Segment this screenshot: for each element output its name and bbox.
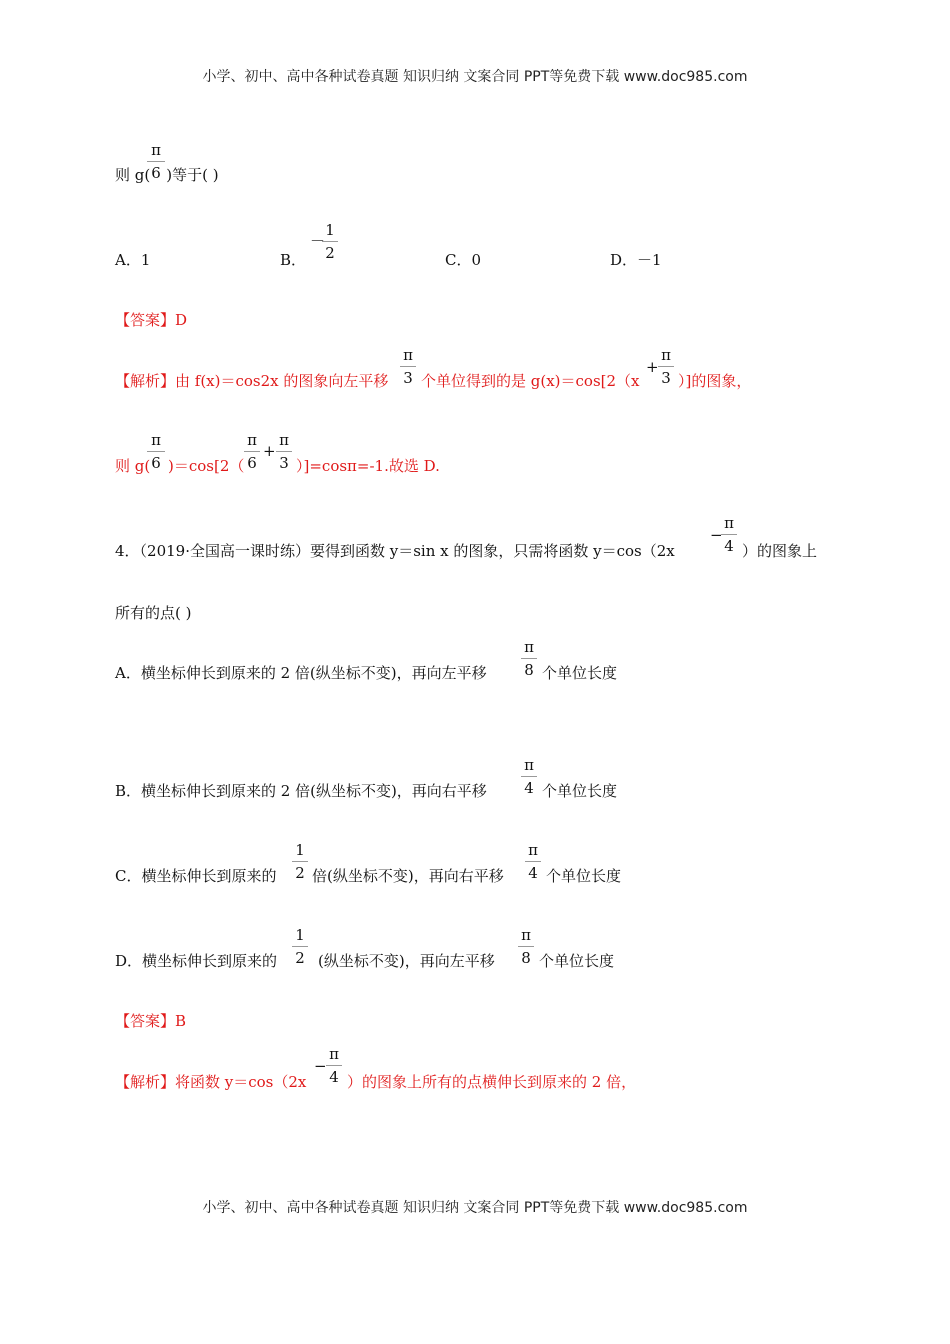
q4-stem-line1-post: ）的图象上	[742, 542, 818, 560]
q3-explain2-frac-pi-6b: π 6	[244, 431, 260, 472]
page-header: 小学、初中、高中各种试卷真题 知识归纳 文案合同 PPT等免费下载 www.doc985.com	[202, 69, 748, 85]
q3-prompt-pre: 则 g(	[115, 166, 151, 184]
q4-option-a-frac: π 8	[521, 638, 537, 679]
q4-option-c-unit: 个单位长度	[546, 867, 622, 885]
q4-explain-frac-pi-4: π 4	[326, 1045, 342, 1086]
q3-explain2-pre: 则 g(	[115, 457, 151, 475]
q3-explain1-post: ）]的图象，	[678, 372, 752, 390]
q3-explain2-post: ）]=cosπ=-1.故选 D.	[296, 457, 440, 475]
q4-explain-post: ）的图象上所有的点横伸长到原来的 2 倍，	[347, 1073, 637, 1091]
q4-stem-line2: 所有的点( )	[115, 604, 192, 622]
q3-option-b-label: B．	[280, 251, 307, 269]
q4-option-d-mid: (纵坐标不变)，再向左平移	[318, 952, 495, 970]
q4-stem-frac-pi-4: π 4	[721, 514, 737, 555]
q3-option-c: C．0	[445, 251, 482, 269]
q3-explain2-mid: )＝cos[2（	[168, 457, 245, 475]
q3-explain1-frac-pi-3b: π 3	[658, 346, 674, 387]
q4-option-b-text: B．横坐标伸长到原来的 2 倍(纵坐标不变)，再向右平移	[115, 782, 487, 800]
q4-explain-pre: 【解析】将函数 y＝cos（2x	[115, 1073, 307, 1091]
q4-option-a-text: A．横坐标伸长到原来的 2 倍(纵坐标不变)，再向左平移	[115, 664, 487, 682]
q4-option-d-unit: 个单位长度	[539, 952, 615, 970]
q3-option-a: A．1	[115, 251, 151, 269]
q3-explain2-plus: +	[263, 442, 276, 460]
q3-explain1-plus: +	[646, 358, 659, 376]
q4-option-c-frac-half: 1 2	[292, 841, 308, 882]
q4-option-d-frac-half: 1 2	[292, 926, 308, 967]
q4-answer: 【答案】B	[115, 1012, 187, 1030]
q4-explain-minus: −	[314, 1057, 327, 1075]
q4-option-d-text: D．横坐标伸长到原来的	[115, 952, 278, 970]
q3-prompt-post: )等于( )	[166, 166, 219, 184]
q4-option-c-mid: 倍(纵坐标不变)，再向右平移	[312, 867, 504, 885]
q3-frac-pi-6: π 6	[147, 141, 165, 182]
q4-option-b-unit: 个单位长度	[542, 782, 618, 800]
q4-option-a-unit: 个单位长度	[542, 664, 618, 682]
q3-explain2-frac-pi-3: π 3	[276, 431, 292, 472]
q3-explain1-mid: 个单位得到的是 g(x)＝cos[2（x	[421, 372, 640, 390]
q4-option-b-frac: π 4	[521, 756, 537, 797]
q3-prompt	[115, 164, 219, 185]
q4-option-d-frac: π 8	[518, 926, 534, 967]
q3-option-b-fraction: 1 2	[322, 221, 338, 262]
q4-option-c-frac: π 4	[525, 841, 541, 882]
q3-explain2-frac-pi-6: π 6	[147, 431, 165, 472]
q3-option-b-minus: －	[310, 232, 326, 250]
q4-option-c-text: C．横坐标伸长到原来的	[115, 867, 277, 885]
q3-explain1-frac-pi-3: π 3	[400, 346, 416, 387]
q4-stem-line1: 4．（2019·全国高一课时练）要得到函数 y＝sin x 的图象，只需将函数 y＝cos（2x	[115, 542, 675, 560]
q3-explain1-pre: 【解析】由 f(x)＝cos2x 的图象向左平移	[115, 372, 389, 390]
page-footer: 小学、初中、高中各种试卷真题 知识归纳 文案合同 PPT等免费下载 www.doc985.com	[202, 1200, 748, 1216]
q4-stem-minus: −	[710, 526, 723, 544]
q3-option-d: D．－1	[610, 251, 662, 269]
q3-answer: 【答案】D	[115, 311, 188, 329]
